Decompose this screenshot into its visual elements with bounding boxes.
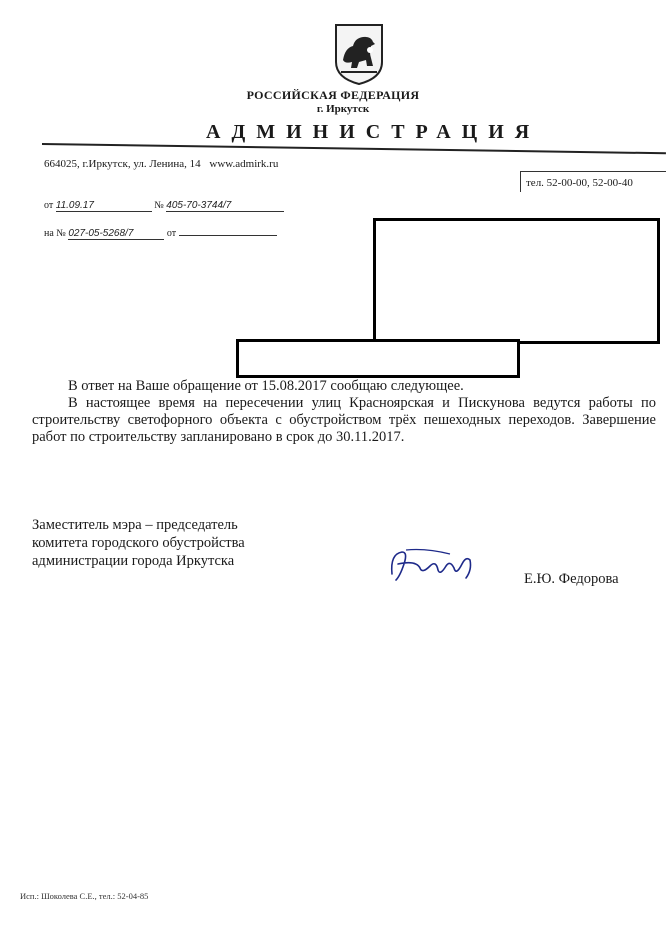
redacted-recipient-box bbox=[373, 218, 660, 344]
ref-label: на № bbox=[44, 228, 66, 239]
city-name: г. Иркутск bbox=[316, 103, 370, 115]
phone-numbers: тел. 52-00-00, 52-00-40 bbox=[526, 177, 633, 189]
from-label: от bbox=[44, 200, 54, 211]
address-line bbox=[44, 158, 278, 170]
signatory-title bbox=[32, 516, 245, 570]
reference-number: 027-05-5268/7 bbox=[68, 228, 164, 240]
website-link[interactable]: www.admirk.ru bbox=[209, 158, 279, 170]
header-divider bbox=[42, 143, 666, 154]
signatory-title-line-1: Заместитель мэра – председатель bbox=[32, 517, 238, 533]
outgoing-number: 405-70-3744/7 bbox=[166, 200, 284, 212]
handwritten-signature bbox=[386, 546, 478, 586]
signatory-title-line-2: комитета городского обустройства bbox=[32, 535, 245, 551]
postal-address: 664025, г.Иркутск, ул. Ленина, 14 bbox=[44, 158, 201, 170]
organization-title: АДМИНИСТРАЦИЯ bbox=[206, 121, 541, 143]
executor-info: Исп.: Шоколева С.Е., тел.: 52-04-85 bbox=[20, 891, 149, 901]
irkutsk-coat-of-arms-icon bbox=[333, 22, 385, 86]
signatory-name: Е.Ю. Федорова bbox=[524, 571, 619, 587]
incoming-reference bbox=[44, 228, 277, 240]
number-label: № bbox=[154, 200, 164, 211]
redacted-salutation-box bbox=[236, 339, 520, 378]
body-paragraph-1: В ответ на Ваше обращение от 15.08.2017 сообщаю следующее. bbox=[68, 378, 464, 394]
letter-body bbox=[32, 378, 656, 446]
reference-date bbox=[179, 235, 277, 236]
ref-from-label: от bbox=[166, 228, 177, 239]
country-name: РОССИЙСКАЯ ФЕДЕРАЦИЯ bbox=[246, 88, 420, 102]
body-paragraph-2: В настоящее время на пересечении улиц Красноярская и Пискунова ведутся работы по строительству светофорного объекта с обустройством трёх пешеходных переходов. Завершение работ по строительству запланировано в срок до 30.11.2017. bbox=[32, 395, 656, 445]
outgoing-date: 11.09.17 bbox=[56, 200, 152, 212]
signatory-title-line-3: администрации города Иркутска bbox=[32, 553, 235, 569]
outgoing-registration bbox=[44, 200, 284, 212]
